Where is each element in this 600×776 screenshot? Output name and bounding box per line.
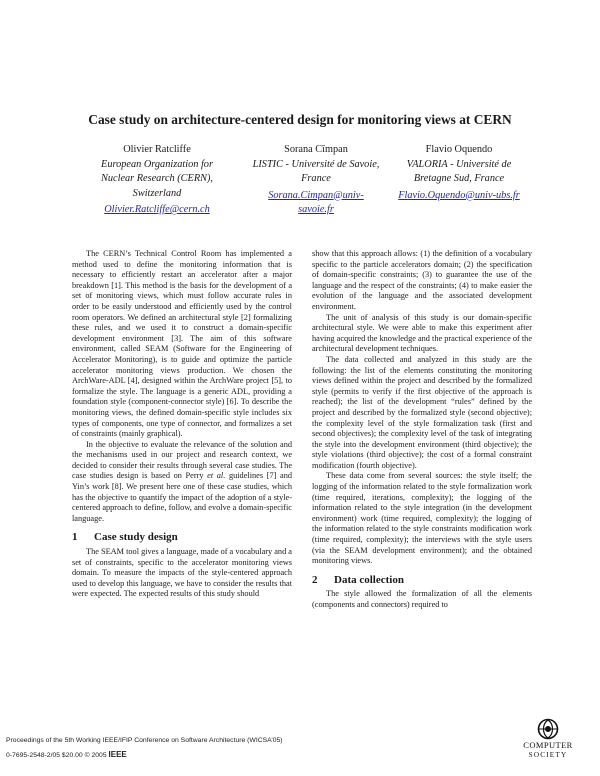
- paper-title: Case study on architecture-centered design for monitoring views at CERN: [88, 112, 512, 127]
- logo-text-computer: COMPUTER: [523, 740, 573, 750]
- body-paragraph: The data collected and analyzed in this study are the following: the list of the elements constituting the monitoring views defined within the project and described by the formalized style (permits to verify if the first objective of the approach is reached); the list of the development “rules” defined by the project and described by the formalized style (second objective); the complexity level of the style formalization task (first and second objectives); the complexity level of the task of integrating the style into the development environment (third objective); the style violations (third objective); the cost of a formal constraint modification (fourth objective).: [312, 354, 532, 470]
- text-run-italic: et al.: [207, 471, 226, 481]
- author-name: Flavio Oquendo: [425, 144, 493, 155]
- section-title: Case study design: [94, 531, 178, 544]
- footer-ieee: IEEE: [108, 750, 127, 759]
- section-heading-1: [72, 532, 292, 543]
- footer-proceedings: Proceedings of the 5th Working IEEE/IFIP Conference on Software Architecture (WICSA’05): [6, 737, 283, 744]
- left-column: [72, 249, 292, 600]
- author-affiliation: Switzerland: [132, 187, 182, 199]
- body-paragraph: show that this approach allows: (1) the definition of a vocabulary specific to the particle accelerators domain; (2) the specification of domain-specific constraints; (3) to guarantee the use of the language and the respect of the constraints; (4) to make easier the evolution of the language and the associated development environment.: [312, 249, 532, 311]
- author-email-link[interactable]: Flavio.Oquendo@univ-ubs.fr: [398, 189, 520, 201]
- section-title: Data collection: [334, 573, 404, 586]
- author-affiliation: European Organization for: [101, 158, 213, 170]
- right-column: [312, 249, 532, 611]
- body-paragraph: The style allowed the formalization of all the elements (components and connectors) required to: [312, 589, 532, 609]
- body-paragraph: [72, 440, 292, 525]
- body-paragraph: The CERN’s Technical Control Room has implemented a method used to define the monitoring information that is necessary to efficiently restart an accelerator after a major breakdown [1]. This method is the basis for the development of a set of monitoring views, which must follow accurate rules in order to be easily understood and efficiently used by the control room operators. We defined an architectural style [2] formalizing these rules, and we used it to construct a domain-specific development environment [3]. The aim of this software environment, called SEAM (Software for the Engineering of Accelerator Monitoring), is to guide and optimize the particle accelerator monitoring views production. We chosen the ArchWare-ADL [4], designed within the ArchWare project [5], to formalize the style. The language is a generic ADL, providing a foundation style (component-connector style) [6]. To describe the monitoring views, the defined domain-specific style includes six types of components, one type of connector, and formalizes a set of constraints (mainly graphical).: [72, 249, 292, 439]
- author-name: Sorana Cîmpan: [284, 144, 348, 155]
- author-affiliation: VALORIA - Université de: [406, 158, 512, 170]
- author-affiliation: Nuclear Research (CERN),: [101, 173, 213, 184]
- body-paragraph: These data come from several sources: the style itself; the logging of the information related to the style formalization work (time required, iterations, complexity); the logging of the information related to the style integration (in the development environment) work (time required, complexity); the logging of the information related to the style constraints modification work (time required, complexity); the interviews with the style users (via the SEAM development environment); and the obtained monitoring views.: [312, 471, 532, 566]
- author-email-part: savoie.fr: [298, 204, 334, 215]
- author-affiliation: Bretagne Sud, France: [413, 173, 505, 184]
- author-block-oquendo: [374, 143, 544, 203]
- author-block-ratcliffe: [72, 143, 242, 218]
- text-run: In the objective to evaluate the relevance of the solution and the mechanisms used in our project and research context, we decided to consider their results through several case studies. The case studies design is based on Perry: [72, 439, 292, 481]
- author-email-link[interactable]: Olivier.Ratcliffe@cern.ch: [104, 204, 210, 215]
- footer-isbn: 0-7695-2548-2/05 $20.00 © 2005: [6, 752, 109, 759]
- author-affiliation: LISTIC - Université de Savoie,: [252, 158, 380, 170]
- author-block-cimpan: [248, 143, 384, 218]
- computer-society-emblem-icon: [536, 718, 560, 740]
- author-affiliation: France: [301, 173, 331, 184]
- section-number: 1: [72, 531, 78, 544]
- text-run: guidelines [7] and Yin’s work [8]. We present here one of these case studies, which has the objective to quantify the impact of the adoption of a style-centered approach to define, follow, and evolve a domain-specific language.: [72, 471, 292, 523]
- section-heading-2: [312, 575, 532, 586]
- computer-society-logo: [518, 718, 578, 770]
- author-email-link[interactable]: [248, 189, 384, 218]
- body-paragraph: The unit of analysis of this study is our domain-specific architectural style. We were able to make this experiment after having acquired the knowledge and the practical experience of the architectural development techniques.: [312, 312, 532, 354]
- author-email-part: Sorana.Cimpan@univ-: [268, 189, 364, 201]
- author-name: Olivier Ratcliffe: [123, 144, 191, 155]
- body-paragraph: The SEAM tool gives a language, made of a vocabulary and a set of constraints, specific to the accelerator monitoring views domain. To measure the impacts of the style-centered approach used to develop this language, we have to consider the results that were expected. The expected results of this study should: [72, 547, 292, 599]
- logo-text-society: SOCIETY: [528, 751, 568, 759]
- footer-copyright: [6, 750, 127, 759]
- section-number: 2: [312, 573, 318, 586]
